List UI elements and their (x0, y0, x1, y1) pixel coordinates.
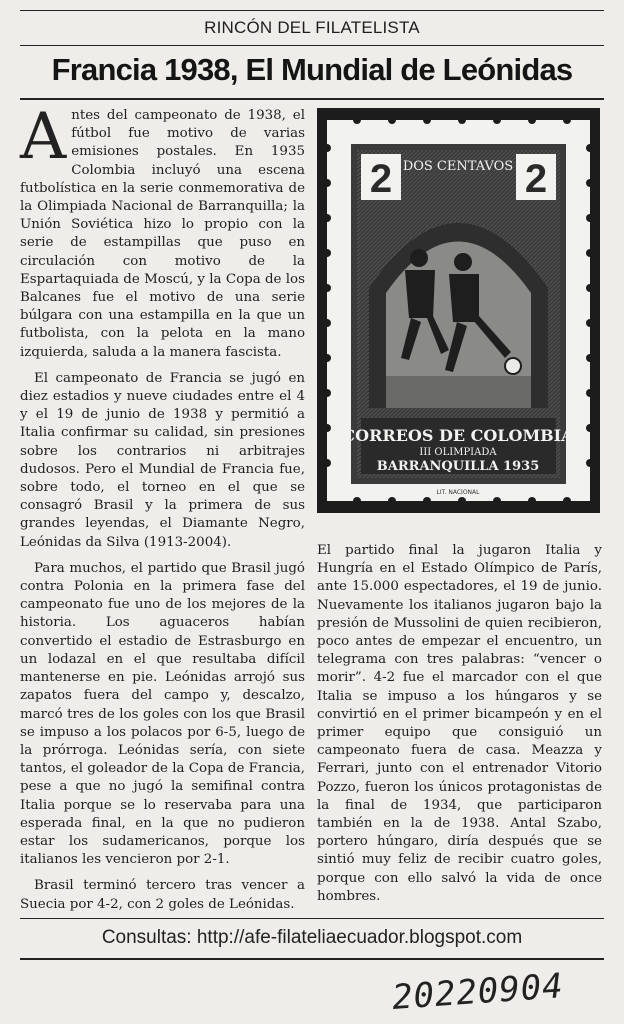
article-column-2 (317, 542, 602, 914)
top-rule (20, 10, 604, 11)
stamp-denomination: DOS CENTAVOS (402, 159, 514, 174)
article-paragraph-5: El partido final la jugaron Italia y Hungría en el Estado Olímpico de París, ante 15.000 espectadores, el 19 de junio. Nuevamente los italianos jugaron bajo la presión de Mussolini de quien recibieron, poco antes de empezar el encuentro, un telegrama con tres palabras: “vencer o morir”. 4-2 fue el marcador con el que Italia se impuso a los húngaros y se convirtió en el primer bicampeón y en el primer equipo que consiguió un campeonato fuera de casa. Meazza y Ferrari, junto con el entrenador Vitorio Pozzo, fueron los únicos protagonistas de la final de 1934, que participaron también en la de 1938. Antal Szabo, portero húngaro, diría después que se sintió muy feliz de recibir cuatro goles, porque con ello salvó la vida de once hombres. (317, 543, 602, 904)
stamp-value-left: 2 (369, 157, 393, 201)
drop-cap: A (20, 100, 67, 174)
article-headline: Francia 1938, El Mundial de Leónidas (51, 52, 573, 87)
headline-rule (20, 98, 604, 100)
stamp-event: III OLIMPIADA (419, 447, 497, 458)
stamp-country: CORREOS DE COLOMBIA (342, 426, 574, 445)
article-paragraph-4: Brasil terminó tercero tras vencer a Suecia por 4-2, con 2 goles de Leónidas. (20, 878, 305, 912)
stamp-scene-ground (386, 376, 531, 408)
stamp-image (317, 108, 600, 513)
consultas-link[interactable]: Consultas: http://afe-filateliaecuador.blogspot.com (101, 927, 523, 948)
stamp-place-year: BARRANQUILLA 1935 (376, 459, 540, 474)
section-label: RINCÓN DEL FILATELISTA (204, 18, 420, 37)
article-paragraph-2: El campeonato de Francia se jugó en diez estadios y nueve ciudades entre el 4 y el 19 de junio de 1938 y permitió a Italia confirmar su calidad, sin presiones sobre los contrarios ni arbitrajes dudosos. Pero el Mundial de Francia fue, sobre todo, el torneo en el que se consagró Brasil y la primera de sus grandes leyendas, el Diamante Negro, Leónidas da Silva (1913-2004). (20, 370, 305, 550)
footer-rule-top (20, 918, 604, 919)
stamp-printer: LIT. NACIONAL (436, 489, 480, 496)
section-rule (20, 45, 604, 46)
handwritten-date: 20220904 (391, 966, 566, 1018)
article-column-1 (20, 100, 305, 922)
footer-rule-bottom (20, 958, 604, 960)
article-paragraph-3: Para muchos, el partido que Brasil jugó contra Polonia en la primera fase del campeonato fue uno de los mejores de la historia. Los aguaceros habían convertido el estadio de Estrasburgo en un lodazal en el que resultaba difícil mantenerse en pie. Leónidas arrojó sus zapatos fuera del campo y, descalzo, marcó tres de los goles con los que Brasil se impuso a los polacos por 6-5, luego de la prórroga. Leónidas sería, con siete tantos, el goleador de la Copa de Francia, pese a que no jugó la semifinal contra Italia porque se lo reservaba para una esperada final, en la que no pudieron estar los sudamericanos, porque los italianos les vencieron por 2-1. (20, 560, 305, 868)
stamp-ball (505, 358, 521, 374)
article-paragraph-1: Antes del campeonato de 1938, el fútbol fue motivo de varias emisiones postales. En 1935 Colombia incluyó una escena futbolística en la serie conmemorativa de la Olimpiada Nacional de Barranquilla; la Unión Soviética hizo lo propio con la serie de estampillas que puso en circulación con motivo de la Espartaquiada de Moscú, y la Copa de los Balcanes fue el motivo de una serie búlgara con una estampilla en la que un futbolista, con la pelota en la mano izquierda, saluda a la manera fascista. (20, 100, 305, 360)
stamp-illustration (317, 108, 600, 513)
stamp-value-right: 2 (524, 157, 548, 201)
